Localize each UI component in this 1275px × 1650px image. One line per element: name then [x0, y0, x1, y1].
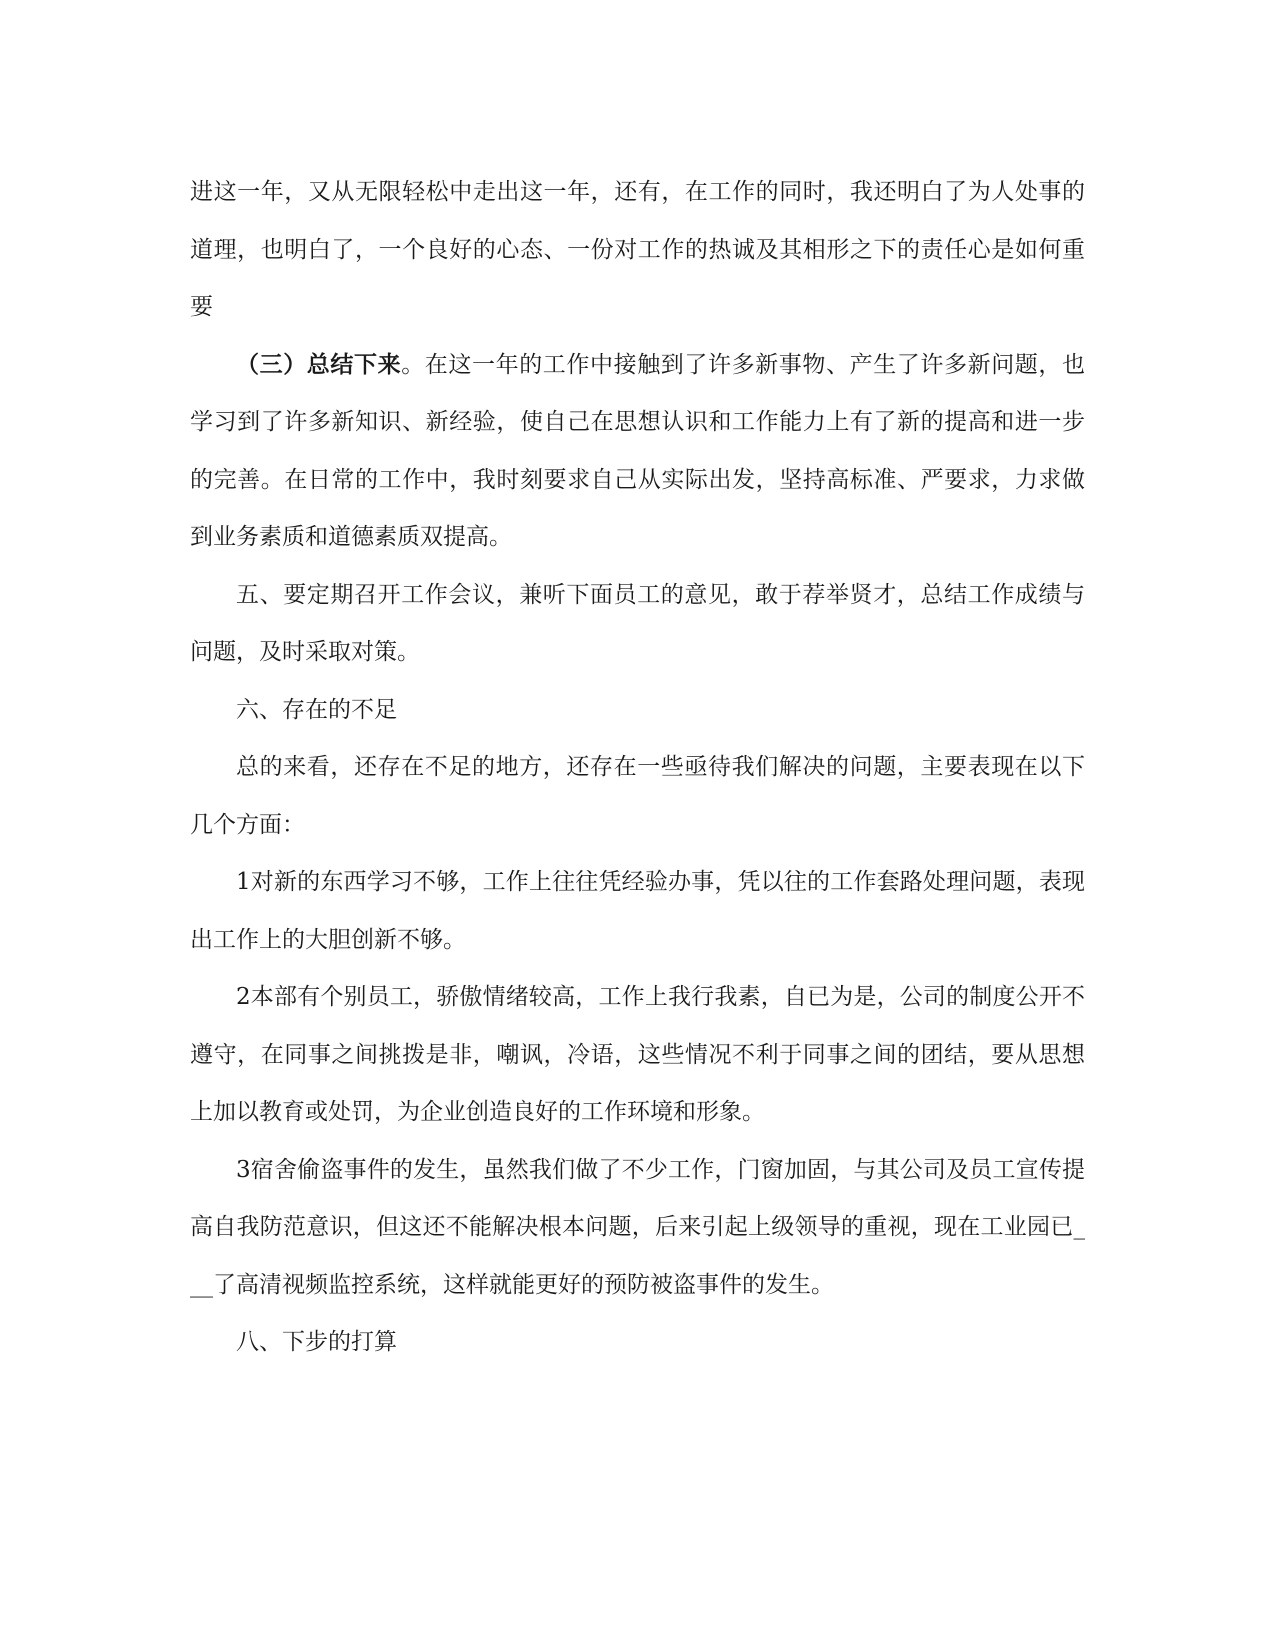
- list-item-1: 1对新的东西学习不够，工作上往往凭经验办事，凭以往的工作套路处理问题，表现出工作上的大胆创新不够。: [190, 869, 1085, 953]
- list-item-3: 3宿舍偷盗事件的发生，虽然我们做了不少工作，门窗加固，与其公司及员工宣传提高自我防范意识，但这还不能解决根本问题，后来引起上级领导的重视，现在工业园已___了高清视频监控系统，这样就能更好的预防被盗事件的发生。: [190, 1156, 1085, 1298]
- paragraph-1: 进这一年，又从无限轻松中走出这一年，还有，在工作的同时，我还明白了为人处事的道理，也明白了，一个良好的心态、一份对工作的热诚及其相形之下的责任心是如何重要: [190, 179, 1085, 320]
- section-heading-8: 八、下步的打算: [236, 1329, 397, 1355]
- paragraph-3: 五、要定期召开工作会议，兼听下面员工的意见，敢于荐举贤才，总结工作成绩与问题，及时采取对策。: [190, 581, 1085, 665]
- section-heading-6: 六、存在的不足: [236, 696, 397, 723]
- list-item-2: 2本部有个别员工，骄傲情绪较高，工作上我行我素，自已为是，公司的制度公开不遵守，在同事之间挑拨是非，嘲讽，冷语，这些情况不利于同事之间的团结，要从思想上加以教育或处罚，为企业创造良好的工作环境和形象。: [190, 984, 1085, 1125]
- paragraph-5: 总的来看，还存在不足的地方，还存在一些亟待我们解决的问题，主要表现在以下几个方面：: [190, 754, 1085, 838]
- paragraph-2: [190, 337, 1085, 567]
- document-body: [190, 164, 1085, 1372]
- section-heading-bold: （三）总结下来: [236, 351, 402, 378]
- paragraph-2-text: 。在这一年的工作中接触到了许多新事物、产生了许多新问题，也学习到了许多新知识、新经验，使自己在思想认识和工作能力上有了新的提高和进一步的完善。在日常的工作中，我时刻要求自己从实际出发，坚持高标准、严要求，力求做到业务素质和道德素质双提高。: [190, 351, 1086, 550]
